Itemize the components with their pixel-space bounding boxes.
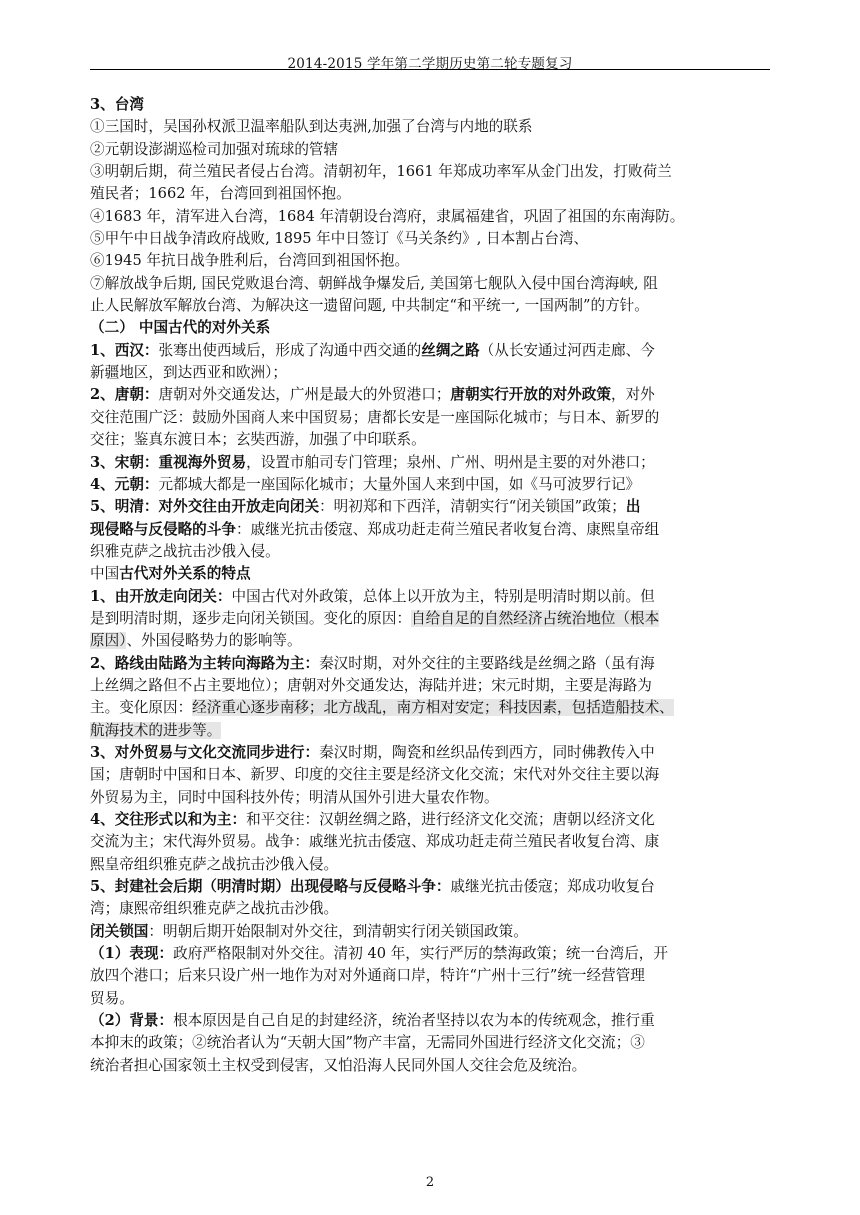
paragraph-line	[90, 273, 774, 295]
text-run: 中国古代对外政策，总体上以开放为主，特别是明清时期以前。但	[231, 587, 655, 605]
paragraph-line	[90, 183, 774, 205]
paragraph-line	[90, 720, 774, 742]
paragraph-line	[90, 228, 774, 250]
text-run: 根本原因是自己自足的封建经济，统治者坚持以农为本的传统观念，推行重	[173, 1012, 655, 1030]
text-run: ③明朝后期，荷兰殖民者侵占台湾。清朝初年，1661 年郑成功率军从金门出发，打败荷兰	[90, 163, 672, 181]
text-run: （从长安通过河西走廊、今	[479, 341, 655, 359]
paragraph-line	[90, 809, 774, 831]
bold-run: 丝绸之路	[421, 341, 480, 359]
paragraph-line	[90, 921, 774, 943]
bold-run: 唐朝实行开放的对外政策	[450, 386, 611, 404]
heading-taiwan	[90, 94, 774, 116]
text-run: 和平交往：汉朝丝绸之路，进行经济文化交流；唐朝以经济文化	[246, 811, 655, 828]
paragraph-line	[90, 697, 774, 719]
section-heading	[90, 317, 774, 339]
text-run: ⑦解放战争后期, 国民党败退台湾、朝鲜战争爆发后, 美国第七舰队入侵中国台湾海峡, 阻	[90, 274, 658, 292]
paragraph-line	[90, 496, 774, 518]
bold-run: 出	[625, 498, 641, 516]
text-run: 熙皇帝组织雅克萨之战抗击沙俄入侵。	[90, 855, 339, 873]
paragraph-line	[90, 541, 774, 563]
text-run: 湾；康熙帝组织雅克萨之战抗击沙俄。	[90, 900, 339, 918]
bold-run: 5、明清：对外交往由开放走向闭关	[90, 498, 320, 516]
bold-run: （2）背景：	[90, 1012, 174, 1030]
text-run: 张骞出使西域后，形成了沟通中西交通的	[158, 341, 422, 359]
text-run: 上丝绸之路但不占主要地位）；唐朝对外交通发达，海陆并进；宋元时期，主要是海路为	[90, 676, 652, 694]
bold-run: 古代对外关系的特点	[119, 565, 251, 583]
paragraph-line	[90, 452, 774, 474]
paragraph-line	[90, 429, 774, 451]
text-run: 是到明清时期，逐步走向闭关锁国。变化的原因：	[90, 609, 412, 627]
text-run: ，设置市舶司专门管理；泉州、广州、明州是主要的对外港口；	[246, 453, 655, 471]
text-run: ①三国时，吴国孙权派卫温率船队到达夷洲,加强了台湾与内地的联系	[90, 118, 533, 136]
paragraph-line	[90, 675, 774, 697]
paragraph-line	[90, 474, 774, 496]
paragraph-line	[90, 161, 774, 183]
text-run: 止人民解放军解放台湾、为解决这一遗留问题, 中共制定“和平统一, 一国两制”的方针。	[90, 297, 649, 315]
bold-run: 4、元朝：	[90, 475, 159, 493]
paragraph-line	[90, 1010, 774, 1032]
text-run: 主。变化原因：	[90, 699, 193, 717]
text-run: 元都城大都是一座国际化城市；大量外国人来到中国，如《马可波罗行记》	[158, 475, 641, 493]
paragraph-line	[90, 384, 774, 406]
text-run: 放四个港口；后来只设广州一地作为对对外通商口岸，特许“广州十三行”统一经营管理	[90, 967, 645, 985]
paragraph-line	[90, 630, 774, 652]
paragraph-line	[90, 250, 774, 272]
paragraph-line	[90, 608, 774, 630]
bold-run: 1、由开放走向闭关：	[90, 587, 232, 605]
paragraph-line	[90, 1032, 774, 1054]
page-number: 2	[425, 1175, 435, 1190]
paragraph-line	[90, 787, 774, 809]
paragraph-line	[90, 988, 774, 1010]
text-run: ⑤甲午中日战争清政府战败, 1895 年中日签订《马关条约》, 日本割占台湾、	[90, 230, 589, 248]
bold-run: 3、对外贸易与文化交流同步进行：	[90, 743, 320, 761]
bold-run: 3、宋朝：重视海外贸易	[90, 453, 247, 471]
paragraph-line	[90, 965, 774, 987]
document-body	[90, 94, 774, 1077]
paragraph-line	[90, 362, 774, 384]
text-run: 交流为主；宋代海外贸易。战争：戚继光抗击倭寇、郑成功赶走荷兰殖民者收复台湾、康	[90, 833, 660, 851]
bold-run: 5、封建社会后期（明清时期）出现侵略与反侵略斗争：	[90, 878, 451, 896]
text-run: 秦汉时期，陶瓷和丝织品传到西方，同时佛教传入中	[319, 743, 655, 761]
paragraph-line	[90, 519, 774, 541]
page-header: 2014-2015 学年第二学期历史第二轮专题复习	[287, 56, 573, 72]
paragraph-line	[90, 139, 774, 161]
bold-run: 现侵略与反侵略的斗争	[90, 520, 236, 538]
paragraph-line	[90, 206, 774, 228]
highlighted-run: 自给自足的自然经济占统治地位（根本	[411, 609, 660, 627]
header-rule	[90, 69, 770, 70]
text-run: 中国	[90, 565, 120, 583]
paragraph-line	[90, 943, 774, 965]
paragraph-line	[90, 653, 774, 675]
text-run: 贸易。	[90, 989, 134, 1007]
text-run: 戚继光抗击倭寇；郑成功收复台	[450, 878, 655, 896]
paragraph-line	[90, 295, 774, 317]
text-run: 秦汉时期，对外交往的主要路线是丝绸之路（虽有海	[319, 654, 655, 672]
text-run: 新疆地区，到达西亚和欧洲）；	[90, 364, 288, 382]
paragraph-line	[90, 407, 774, 429]
paragraph-line	[90, 831, 774, 853]
paragraph-line	[90, 116, 774, 138]
paragraph-line	[90, 876, 774, 898]
paragraph-line	[90, 340, 774, 362]
text-run: ②元朝设澎湖巡检司加强对琉球的管辖	[90, 140, 339, 158]
paragraph-line	[90, 854, 774, 876]
highlighted-run: 原因）	[90, 632, 127, 650]
heading-text: 3、台湾	[90, 96, 144, 113]
paragraph-line	[90, 586, 774, 608]
text-run: 、外国侵略势力的影响等。	[126, 632, 302, 650]
text-run: 政府严格限制对外交往。清初 40 年，实行严厉的禁海政策；统一台湾后，开	[173, 945, 668, 963]
text-run: 统治者担心国家领土主权受到侵害，又怕沿海人民同外国人交往会危及统治。	[90, 1056, 587, 1074]
paragraph-line	[90, 764, 774, 786]
highlighted-run: 经济重心逐步南移；北方战乱，南方相对安定；科技因素，包括造船技术、	[192, 699, 674, 717]
subsection-heading	[90, 563, 774, 585]
paragraph-line	[90, 898, 774, 920]
bold-run: 闭关锁国	[90, 922, 149, 940]
text-run: 殖民者；1662 年，台湾回到祖国怀抱。	[90, 185, 351, 203]
text-run: 唐朝对外交通发达，广州是最大的外贸港口；	[158, 386, 451, 404]
text-run: ，对外	[610, 386, 655, 404]
text-run: 本抑末的政策；②统治者认为“天朝大国”物产丰富，无需同外国进行经济文化交流；③	[90, 1034, 645, 1052]
text-run: 国；唐朝时中国和日本、新罗、印度的交往主要是经济文化交流；宋代对外交往主要以海	[90, 766, 660, 784]
bold-run: 2、唐朝：	[90, 386, 159, 404]
bold-run: 2、路线由陆路为主转向海路为主：	[90, 654, 320, 672]
text-run: ：戚继光抗击倭寇、郑成功赶走荷兰殖民者收复台湾、康熙皇帝组	[235, 520, 660, 538]
text-run: ④1683 年，清军进入台湾，1684 年清朝设台湾府，隶属福建省，巩固了祖国的东南海防。	[90, 207, 685, 225]
heading-text: （二） 中国古代的对外关系	[90, 319, 271, 337]
text-run: ：明朝后期开始限制对外交往，到清朝实行闭关锁国政策。	[148, 922, 528, 940]
text-run: 织雅克萨之战抗击沙俄入侵。	[90, 542, 280, 560]
highlighted-run: 航海技术的进步等。	[90, 721, 222, 739]
text-run: ⑥1945 年抗日战争胜利后，台湾回到祖国怀抱。	[90, 252, 410, 270]
text-run: 交往；鉴真东渡日本；玄奘西游，加强了中印联系。	[90, 431, 426, 449]
paragraph-line	[90, 742, 774, 764]
text-run: 交往范围广泛：鼓励外国商人来中国贸易；唐都长安是一座国际化城市；与日本、新罗的	[90, 408, 660, 426]
text-run: ：明初郑和下西洋，清朝实行“闭关锁国”政策；	[319, 498, 626, 516]
text-run: 外贸易为主，同时中国科技外传；明清从国外引进大量农作物。	[90, 788, 499, 806]
bold-run: （1）表现：	[90, 945, 174, 963]
paragraph-line	[90, 1055, 774, 1077]
bold-run: 1、西汉：	[90, 341, 159, 359]
bold-run: 4、交往形式以和为主：	[90, 811, 247, 828]
